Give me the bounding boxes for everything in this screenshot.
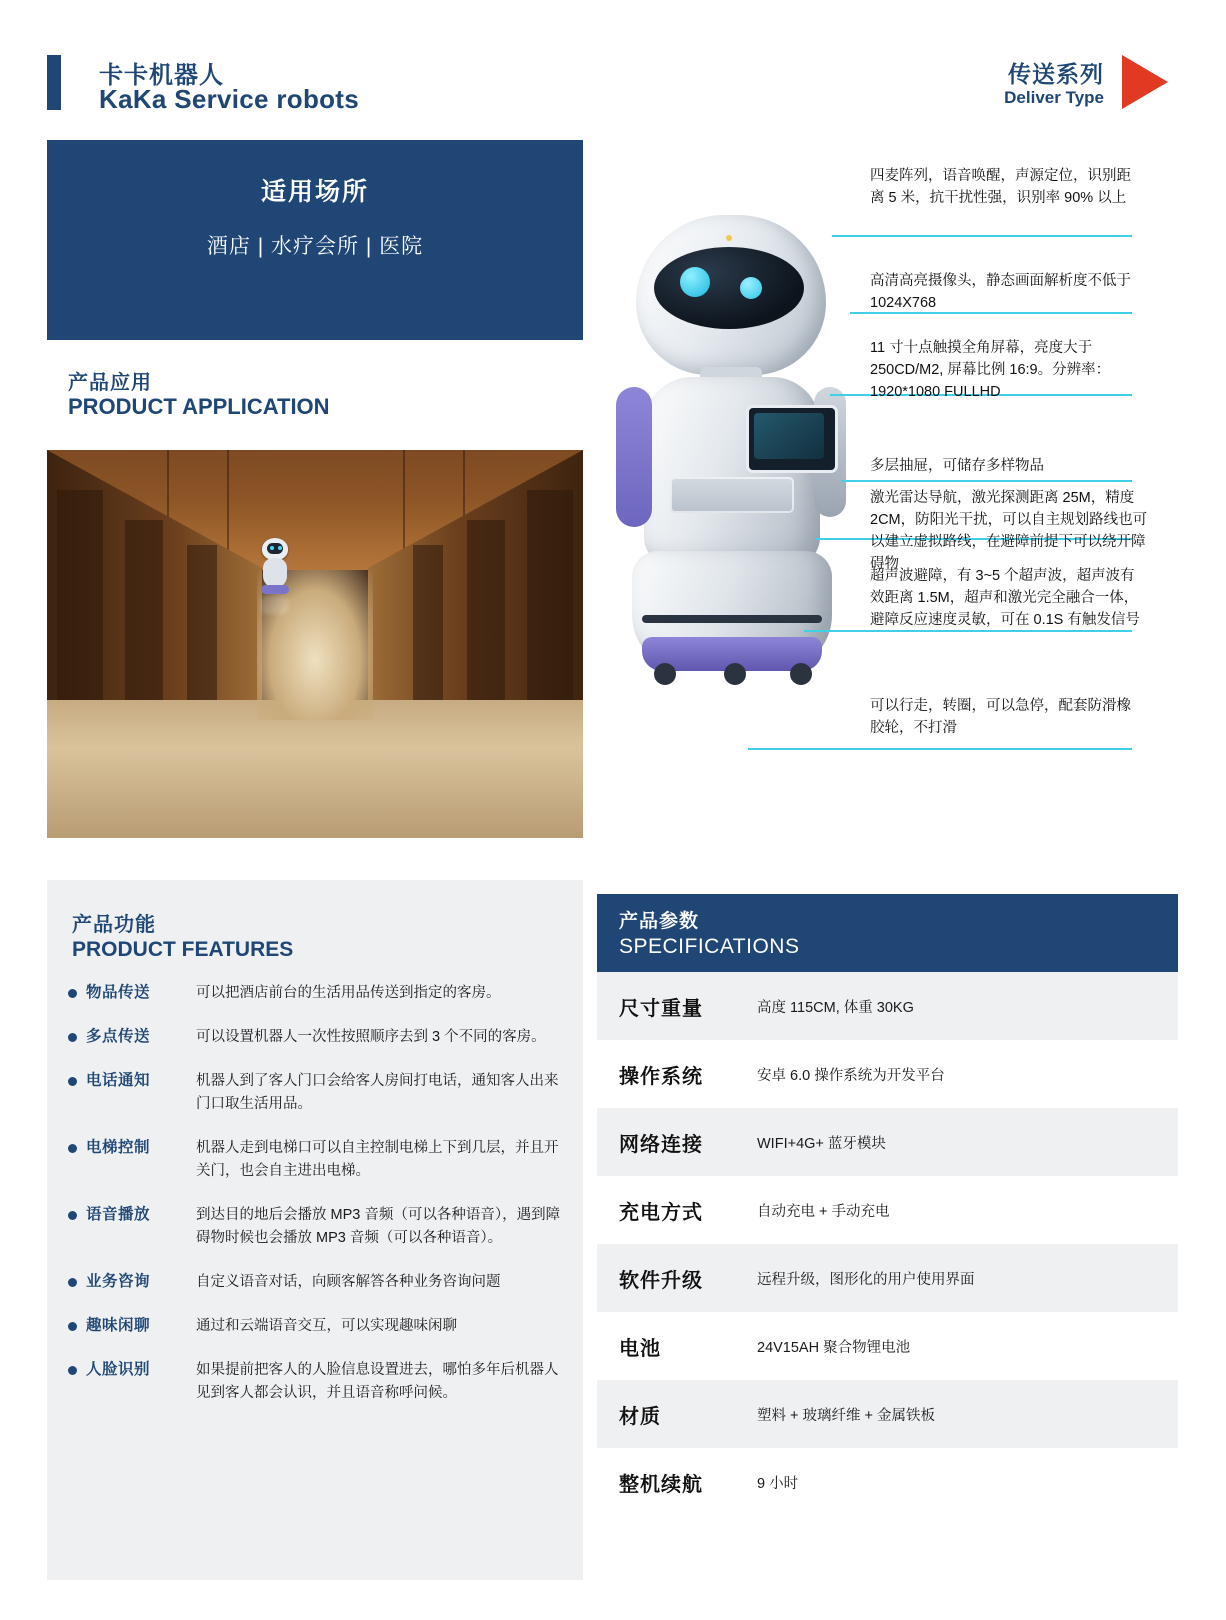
applicable-scene-box — [47, 140, 583, 340]
spec-label: 电池 — [619, 1337, 661, 1360]
table-row — [597, 1176, 1178, 1244]
robot-wheel — [790, 663, 812, 685]
feature-desc: 如果提前把客人的人脸信息设置进去，哪怕多年后机器人见到客人都会认识，并且语音称呼问候。 — [196, 1362, 559, 1401]
callout-text-lidar: 激光雷达导航，激光探测距离 25M，精度 2CM，防阳光干扰，可以自主规划路线也可以建立虚拟路线，在避障前提下可以绕开障碍物 — [870, 490, 1148, 572]
list-item — [68, 1137, 568, 1183]
photo-floor — [47, 700, 583, 838]
robot-arm-left — [616, 387, 652, 527]
feature-name: 人脸识别 — [86, 1361, 151, 1378]
table-row — [597, 1312, 1178, 1380]
table-row — [597, 972, 1178, 1040]
photo-robot-eye — [270, 546, 274, 550]
bullet-icon — [68, 1077, 77, 1086]
callout-line — [842, 480, 1132, 482]
page-header — [0, 0, 1226, 130]
product-application-title-cn: 产品应用 — [68, 372, 152, 394]
specifications-title-en: SPECIFICATIONS — [619, 935, 800, 958]
specifications-panel — [597, 894, 1178, 1584]
features-title-cn: 产品功能 — [72, 914, 156, 936]
bullet-icon — [68, 989, 77, 998]
feature-desc: 机器人到了客人门口会给客人房间打电话，通知客人出来门口取生活用品。 — [196, 1073, 559, 1112]
feature-name: 电梯控制 — [86, 1139, 151, 1156]
bullet-icon — [68, 1033, 77, 1042]
list-item — [68, 1070, 568, 1116]
specifications-title-cn: 产品参数 — [619, 911, 700, 932]
list-item — [68, 1315, 568, 1338]
robot-drawer — [670, 477, 794, 513]
bullet-icon — [68, 1278, 77, 1287]
bullet-icon — [68, 1366, 77, 1375]
table-row — [597, 1448, 1178, 1516]
specifications-header — [597, 894, 1178, 972]
scene-title: 适用场所 — [260, 178, 369, 206]
list-item — [68, 1271, 568, 1294]
features-title-en: PRODUCT FEATURES — [72, 938, 294, 961]
feature-name: 语音播放 — [86, 1206, 151, 1223]
photo-robot-body — [263, 558, 287, 588]
spec-value: 塑料 + 玻璃纤维 + 金属铁板 — [757, 1407, 936, 1424]
feature-name: 业务咨询 — [86, 1273, 151, 1290]
callout-text-ultrasonic: 超声波避障，有 3~5 个超声波，超声波有效距离 1.5M，超声和激光完全融合一体，避障反应速度灵敏，可在 0.1S 有触发信号 — [870, 568, 1140, 628]
series-name-cn: 传送系列 — [1008, 61, 1104, 87]
bullet-icon — [68, 1211, 77, 1220]
arrow-right-icon — [1122, 55, 1168, 109]
features-list — [68, 982, 568, 1426]
table-row — [597, 1108, 1178, 1176]
list-item — [68, 1026, 568, 1049]
feature-name: 趣味闲聊 — [86, 1317, 151, 1334]
spec-value: 远程升级，图形化的用户使用界面 — [757, 1271, 975, 1288]
list-item — [68, 1359, 568, 1405]
feature-name: 物品传送 — [86, 984, 151, 1001]
spec-value: 自动充电 + 手动充电 — [757, 1203, 890, 1220]
callout-text-microphone: 四麦阵列，语音唤醒，声源定位，识别距离 5 米，抗干扰性强，识别率 90% 以上 — [870, 168, 1131, 206]
spec-value: WIFI+4G+ 蓝牙模块 — [757, 1135, 886, 1152]
spec-value: 高度 115CM, 体重 30KG — [757, 999, 914, 1016]
spec-label: 操作系统 — [619, 1065, 703, 1088]
header-accent-bar — [47, 55, 61, 110]
feature-desc: 到达目的地后会播放 MP3 音频（可以各种语音），遇到障碍物时候也会播放 MP3 音频（可以各种语音）。 — [196, 1207, 561, 1246]
brand-name-en: KaKa Service robots — [99, 84, 360, 114]
robot-eye-right — [740, 277, 762, 299]
feature-desc: 可以设置机器人一次性按照顺序去到 3 个不同的客房。 — [196, 1029, 546, 1045]
robot-camera-dot — [726, 235, 732, 241]
spec-value: 9 小时 — [757, 1475, 799, 1492]
feature-desc: 机器人走到电梯口可以自主控制电梯上下到几层，并且开关门，也会自主进出电梯。 — [196, 1140, 559, 1179]
corridor-photo — [47, 450, 583, 838]
list-item — [68, 982, 568, 1005]
series-name-en: Deliver Type — [1004, 88, 1104, 107]
spec-label: 网络连接 — [619, 1133, 703, 1156]
spec-label: 软件升级 — [619, 1269, 703, 1292]
feature-desc: 通过和云端语音交互，可以实现趣味闲聊 — [196, 1318, 457, 1334]
photo-robot-base — [261, 585, 289, 594]
robot-eye-left — [680, 267, 710, 297]
callout-line — [832, 235, 1132, 237]
feature-name: 多点传送 — [86, 1028, 151, 1045]
robot-wheel — [654, 663, 676, 685]
list-item — [68, 1204, 568, 1250]
callout-line — [748, 748, 1132, 750]
bullet-icon — [68, 1322, 77, 1331]
spec-label: 材质 — [619, 1405, 661, 1428]
photo-robot-eye — [278, 546, 282, 550]
table-row — [597, 1040, 1178, 1108]
spec-value: 安卓 6.0 操作系统为开发平台 — [757, 1067, 945, 1084]
spec-label: 尺寸重量 — [619, 997, 703, 1020]
spec-label: 整机续航 — [619, 1473, 703, 1496]
robot-illustration — [608, 195, 888, 695]
callout-text-wheels: 可以行走，转圈，可以急停，配套防滑橡胶轮，不打滑 — [870, 698, 1131, 736]
scene-places: 酒店 | 水疗会所 | 医院 — [206, 235, 424, 258]
feature-desc: 可以把酒店前台的生活用品传送到指定的客房。 — [196, 985, 501, 1001]
callout-text-camera: 高清高亮摄像头，静态画面解析度不低于 1024X768 — [870, 273, 1131, 311]
robot-visor — [654, 247, 804, 329]
robot-lidar-stripe — [642, 615, 822, 623]
callout-text-screen: 11 寸十点触摸全角屏幕，亮度大于 250CD/M2, 屏幕比例 16:9。分辨率：1920*1080 FULLHD — [870, 340, 1111, 400]
spec-value: 24V15AH 聚合物锂电池 — [757, 1339, 911, 1356]
spec-label: 充电方式 — [619, 1201, 703, 1224]
bullet-icon — [68, 1144, 77, 1153]
product-application-title-en: PRODUCT APPLICATION — [68, 394, 330, 419]
feature-desc: 自定义语音对话，向顾客解答各种业务咨询问题 — [196, 1274, 501, 1290]
robot-touchscreen-display — [754, 413, 824, 459]
brand-name-cn: 卡卡机器人 — [99, 62, 224, 89]
robot-wheel — [724, 663, 746, 685]
photo-robot-reflection — [261, 596, 289, 614]
robot-diagram — [592, 140, 1178, 840]
table-row — [597, 1244, 1178, 1312]
callout-text-drawer: 多层抽屉，可储存多样物品 — [870, 458, 1044, 474]
feature-name: 电话通知 — [86, 1072, 151, 1089]
table-row — [597, 1380, 1178, 1448]
